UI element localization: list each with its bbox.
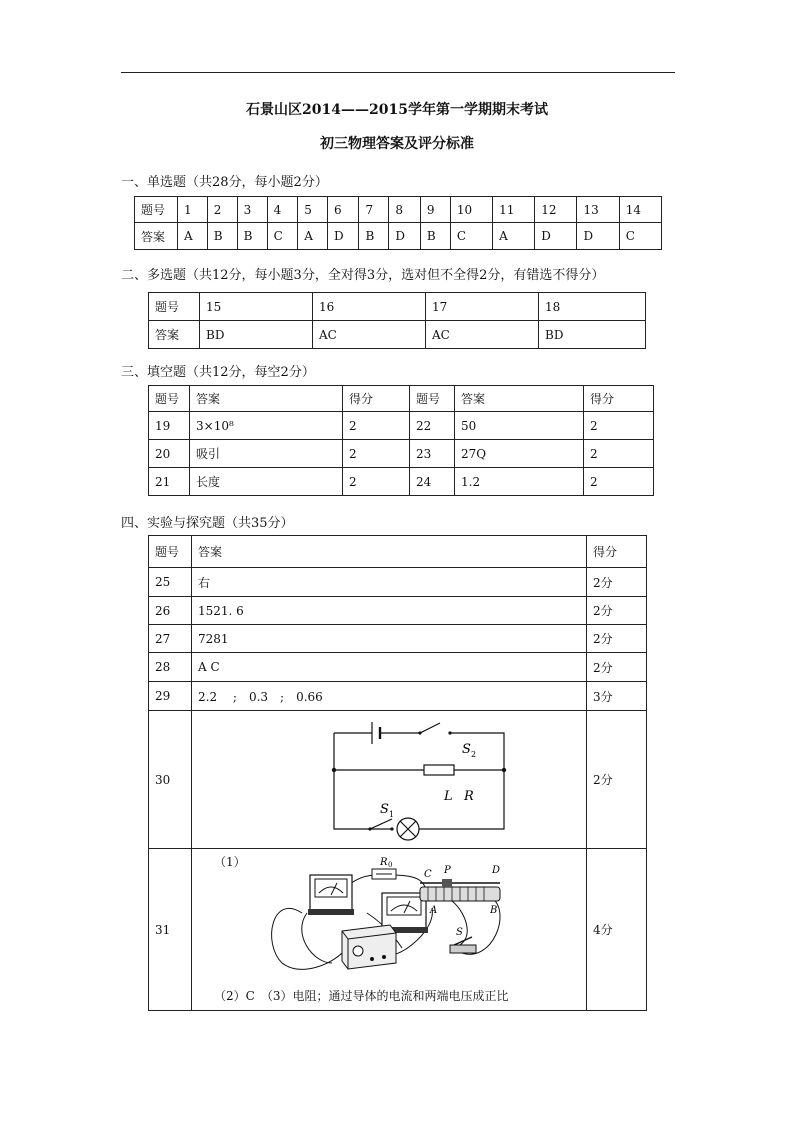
section1-heading: 一、单选题（共28分，每小题2分） bbox=[121, 175, 328, 190]
cell: C bbox=[267, 223, 298, 250]
cell: D bbox=[535, 223, 577, 250]
section4-row-q31 bbox=[149, 849, 647, 1011]
section4-row bbox=[149, 597, 647, 625]
cell: 26 bbox=[149, 597, 192, 625]
cell: 9 bbox=[420, 197, 450, 223]
cell: 12 bbox=[535, 197, 577, 223]
resistor-label: R bbox=[464, 789, 474, 804]
cell: 2 bbox=[343, 440, 410, 468]
section3-row bbox=[149, 468, 654, 496]
cell: A bbox=[298, 223, 328, 250]
cell: 2分 bbox=[587, 597, 647, 625]
section2-answer-row bbox=[149, 321, 646, 349]
rheostat-terminal-b: B bbox=[490, 905, 498, 916]
header-cell: 得分 bbox=[343, 386, 410, 412]
cell: 8 bbox=[389, 197, 420, 223]
exam-title: 石景山区2014——2015学年第一学期期末考试 bbox=[246, 102, 548, 118]
rheostat-terminal-a: A bbox=[430, 905, 438, 916]
header-cell: 得分 bbox=[584, 386, 654, 412]
experiment-apparatus-diagram bbox=[192, 853, 580, 983]
fixed-resistor-icon bbox=[372, 869, 396, 879]
cell: AC bbox=[313, 321, 426, 349]
cell: 10 bbox=[450, 197, 492, 223]
cell: 长度 bbox=[190, 468, 343, 496]
cell: D bbox=[327, 223, 358, 250]
cell: 1.2 bbox=[455, 468, 584, 496]
section3-row bbox=[149, 412, 654, 440]
cell: 2 bbox=[343, 468, 410, 496]
cell: A bbox=[493, 223, 535, 250]
cell: 2分 bbox=[587, 625, 647, 653]
cell: 28 bbox=[149, 653, 192, 682]
cell: D bbox=[389, 223, 420, 250]
section1-answer-row bbox=[135, 223, 662, 250]
cell: 31 bbox=[149, 849, 192, 1011]
section2-table bbox=[148, 292, 646, 349]
header-cell: 题号 bbox=[149, 386, 190, 412]
row-label: 题号 bbox=[149, 293, 200, 321]
cell: 27 bbox=[149, 625, 192, 653]
cell: 2 bbox=[207, 197, 237, 223]
cell: 29 bbox=[149, 682, 192, 711]
header-cell: 答案 bbox=[455, 386, 584, 412]
section4-row bbox=[149, 653, 647, 682]
cell: 1 bbox=[178, 197, 208, 223]
cell: 2 bbox=[584, 468, 654, 496]
cell: 2分 bbox=[587, 653, 647, 682]
s2-label: S bbox=[462, 742, 471, 757]
lamp-label: L bbox=[444, 789, 453, 804]
cell: 6 bbox=[327, 197, 358, 223]
section4-row-q30 bbox=[149, 711, 647, 849]
cell: 1521. 6 bbox=[192, 597, 587, 625]
r0-subscript: 0 bbox=[388, 861, 393, 869]
cell: 2 bbox=[343, 412, 410, 440]
cell: 2 bbox=[584, 412, 654, 440]
section4-header-row bbox=[149, 536, 647, 568]
section3-row bbox=[149, 440, 654, 468]
rheostat-terminal-d: D bbox=[492, 865, 501, 876]
cell: 17 bbox=[426, 293, 539, 321]
q31-parts-2-3: （2）C （3）电阻；通过导体的电流和两端电压成正比 bbox=[214, 989, 509, 1003]
q31-part1-label: （1） bbox=[214, 855, 246, 869]
section3-table bbox=[148, 385, 654, 496]
top-rule bbox=[121, 72, 675, 73]
cell: A C bbox=[192, 653, 587, 682]
cell: B bbox=[237, 223, 267, 250]
cell: 20 bbox=[149, 440, 190, 468]
switch-icon bbox=[450, 937, 476, 953]
cell: D bbox=[577, 223, 619, 250]
cell: B bbox=[359, 223, 389, 250]
cell: C bbox=[619, 223, 661, 250]
cell: A bbox=[178, 223, 208, 250]
section3-header-row bbox=[149, 386, 654, 412]
section4-table bbox=[148, 535, 647, 1011]
cell: C bbox=[450, 223, 492, 250]
cell: 50 bbox=[455, 412, 584, 440]
cell: 25 bbox=[149, 568, 192, 597]
cell: 22 bbox=[410, 412, 455, 440]
cell: 30 bbox=[149, 711, 192, 849]
s1-subscript: 1 bbox=[389, 810, 395, 819]
cell: 7 bbox=[359, 197, 389, 223]
cell: 4 bbox=[267, 197, 298, 223]
section2-question-row bbox=[149, 293, 646, 321]
cell: 23 bbox=[410, 440, 455, 468]
section2-heading: 二、多选题（共12分，每小题3分，全对得3分，选对但不全得2分，有错选不得分） bbox=[121, 268, 605, 283]
cell: 2 bbox=[584, 440, 654, 468]
section4-heading: 四、实验与探究题（共35分） bbox=[121, 516, 294, 531]
switch-label: S bbox=[456, 927, 463, 938]
cell: BD bbox=[539, 321, 646, 349]
header-cell: 题号 bbox=[149, 536, 192, 568]
cell: 5 bbox=[298, 197, 328, 223]
cell: 24 bbox=[410, 468, 455, 496]
cell: B bbox=[420, 223, 450, 250]
section4-row bbox=[149, 568, 647, 597]
cell: 19 bbox=[149, 412, 190, 440]
row-label: 答案 bbox=[135, 223, 178, 250]
exam-subtitle: 初三物理答案及评分标准 bbox=[320, 136, 474, 152]
cell: 15 bbox=[200, 293, 313, 321]
section3-heading: 三、填空题（共12分，每空2分） bbox=[121, 365, 315, 380]
row-label: 题号 bbox=[135, 197, 178, 223]
cell: 7281 bbox=[192, 625, 587, 653]
cell: 13 bbox=[577, 197, 619, 223]
cell: 2分 bbox=[587, 568, 647, 597]
q30-answer-cell bbox=[192, 711, 587, 849]
cell: B bbox=[207, 223, 237, 250]
cell: 18 bbox=[539, 293, 646, 321]
q31-answer-cell bbox=[192, 849, 587, 1011]
cell: 3分 bbox=[587, 682, 647, 711]
cell: BD bbox=[200, 321, 313, 349]
cell: 14 bbox=[619, 197, 661, 223]
cell: AC bbox=[426, 321, 539, 349]
header-cell: 得分 bbox=[587, 536, 647, 568]
s2-subscript: 2 bbox=[471, 750, 477, 759]
cell: 21 bbox=[149, 468, 190, 496]
section4-row bbox=[149, 682, 647, 711]
cell: 右 bbox=[192, 568, 587, 597]
cell: 2分 bbox=[587, 711, 647, 849]
circuit-diagram bbox=[192, 711, 580, 845]
s1-label: S bbox=[380, 802, 389, 817]
power-supply-icon bbox=[342, 925, 396, 969]
rheostat-slider-p: P bbox=[444, 865, 451, 876]
rheostat-terminal-c: C bbox=[424, 869, 432, 880]
cell: 11 bbox=[493, 197, 535, 223]
cell: 4分 bbox=[587, 849, 647, 1011]
section1-question-row bbox=[135, 197, 662, 223]
section4-row bbox=[149, 625, 647, 653]
section1-table bbox=[134, 196, 662, 250]
r0-label: R bbox=[380, 857, 388, 868]
cell: 3 bbox=[237, 197, 267, 223]
rheostat-icon bbox=[420, 879, 500, 901]
left-meter-icon bbox=[308, 875, 354, 915]
cell: 2.2 ; 0.3 ; 0.66 bbox=[192, 682, 587, 711]
header-cell: 答案 bbox=[192, 536, 587, 568]
cell: 吸引 bbox=[190, 440, 343, 468]
row-label: 答案 bbox=[149, 321, 200, 349]
cell: 27Q bbox=[455, 440, 584, 468]
header-cell: 题号 bbox=[410, 386, 455, 412]
cell: 3×10⁸ bbox=[190, 412, 343, 440]
header-cell: 答案 bbox=[190, 386, 343, 412]
cell: 16 bbox=[313, 293, 426, 321]
